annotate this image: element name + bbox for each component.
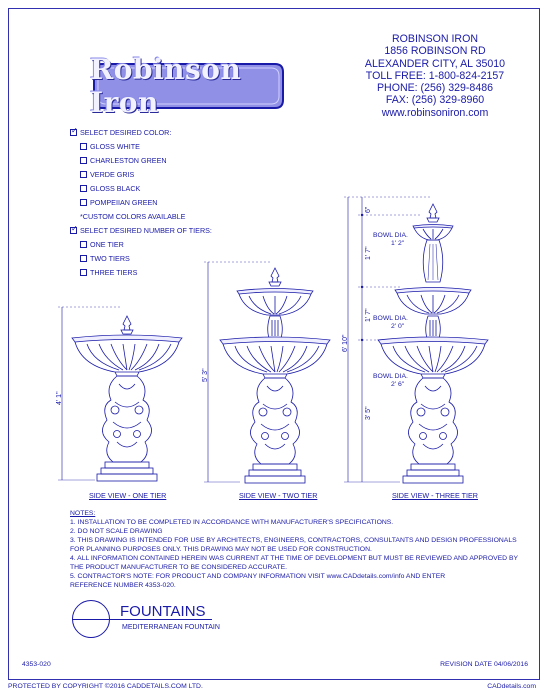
dim-two-tier-height: 5' 3"	[202, 368, 209, 382]
caption-three-tier: SIDE VIEW - THREE TIER	[392, 491, 478, 500]
bowl-dia-bottom: BOWL DIA. 2' 6"	[373, 373, 408, 388]
color-option-charleston-green[interactable]: CHARLESTON GREEN	[80, 156, 167, 165]
reference-number: 4353-020	[22, 661, 51, 668]
fountain-two-tier	[204, 262, 330, 483]
company-city: ALEXANDER CITY, AL 35010	[364, 57, 506, 70]
note-4-cont: THE PRODUCT MANUFACTURER TO BE CONSIDERED ACCURATE.	[70, 564, 288, 571]
title-main: FOUNTAINS	[120, 603, 206, 620]
company-website[interactable]: www.robinsoniron.com	[381, 106, 489, 119]
note-1: 1. INSTALLATION TO BE COMPLETED IN ACCORDANCE WITH MANUFACTURER'S SPECIFICATIONS.	[70, 519, 394, 526]
note-2: 2. DO NOT SCALE DRAWING	[70, 528, 163, 535]
notes-section	[70, 509, 530, 590]
notes-header: NOTES:	[70, 510, 96, 517]
company-address: 1856 ROBINSON RD	[384, 45, 486, 58]
tier-option-two[interactable]: TWO TIERS	[80, 254, 130, 263]
title-sub: MEDITERRANEAN FOUNTAIN	[122, 624, 220, 631]
fountain-one-tier	[58, 307, 182, 481]
dim-three-tier-top: 6"	[365, 206, 372, 213]
company-phone: PHONE: (256) 329-8486	[376, 82, 493, 95]
color-option-pompeiian-green[interactable]: POMPEIIAN GREEN	[80, 198, 158, 207]
dim-three-tier-middle: 1' 7"	[365, 308, 372, 322]
note-5-cont: REFERENCE NUMBER 4353-020.	[70, 582, 176, 589]
company-fax: FAX: (256) 329-8960	[385, 94, 485, 107]
dim-three-tier-upper: 1' 7"	[365, 246, 372, 260]
caddetails-link[interactable]: CADdetails.com	[487, 683, 536, 690]
color-option-verde-gris[interactable]: VERDE GRIS	[80, 170, 134, 179]
custom-colors-note: *CUSTOM COLORS AVAILABLE	[80, 212, 186, 221]
bowl-dia-top: BOWL DIA. 1' 2"	[373, 232, 408, 247]
color-header[interactable]: ✓ SELECT DESIRED COLOR:	[70, 128, 171, 137]
note-4: 4. ALL INFORMATION CONTAINED HEREIN WAS CURRENT AT THE TIME OF DEVELOPMENT BUT MUST BE REVIEWED AND APPROVED BY	[70, 555, 519, 562]
tiers-header[interactable]: ✓ SELECT DESIRED NUMBER OF TIERS:	[70, 226, 212, 235]
dim-three-tier-lower: 3' 5"	[365, 406, 372, 420]
caption-two-tier: SIDE VIEW - TWO TIER	[239, 491, 318, 500]
caption-one-tier: SIDE VIEW - ONE TIER	[89, 491, 167, 500]
dim-one-tier-height: 4' 1"	[56, 391, 63, 405]
copyright: PROTECTED BY COPYRIGHT ©2016 CADDETAILS.COM LTD.	[8, 683, 203, 690]
note-3: 3. THIS DRAWING IS INTENDED FOR USE BY ARCHITECTS, ENGINEERS, CONTRACTORS, CONSULTANTS AND DESIGN PROFESSIONALS	[70, 537, 517, 544]
bowl-dia-middle: BOWL DIA. 2' 0"	[373, 315, 408, 330]
color-option-gloss-black[interactable]: GLOSS BLACK	[80, 184, 140, 193]
dim-three-tier-total: 6' 10"	[342, 334, 349, 352]
logo-text: Robinson Iron	[90, 53, 242, 119]
note-3-cont: FOR PLANNING PURPOSES ONLY. THIS DRAWING MAY NOT BE USED FOR CONSTRUCTION.	[70, 546, 372, 553]
tier-option-one[interactable]: ONE TIER	[80, 240, 124, 249]
tier-option-three[interactable]: THREE TIERS	[80, 268, 137, 277]
color-option-gloss-white[interactable]: GLOSS WHITE	[80, 142, 140, 151]
note-5: 5. CONTRACTOR'S NOTE: FOR PRODUCT AND COMPANY INFORMATION VISIT www.CADdetails.com/info AND ENTER	[70, 573, 446, 580]
fountain-three-tier	[344, 197, 488, 483]
company-name: ROBINSON IRON	[392, 33, 478, 45]
revision-date: REVISION DATE 04/06/2016	[440, 661, 528, 668]
company-tollfree: TOLL FREE: 1-800-824-2157	[365, 69, 505, 82]
